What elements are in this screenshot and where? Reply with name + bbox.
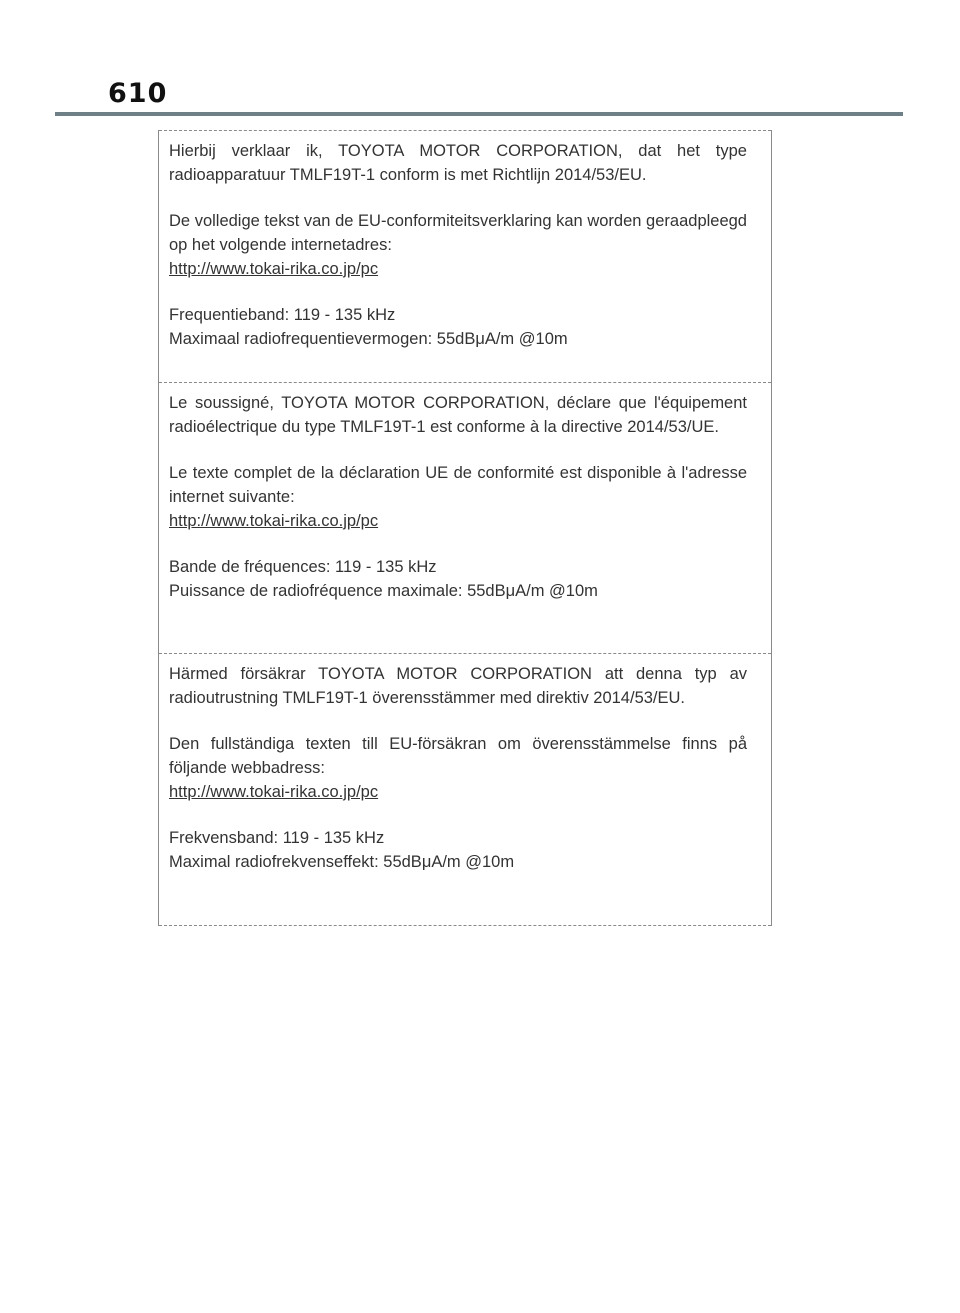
technical-block [169, 826, 747, 874]
section-dutch [159, 130, 771, 382]
frequency-band-text: Frequentieband: 119 - 135 kHz [169, 306, 396, 324]
technical-block [169, 555, 747, 603]
declaration-url-link[interactable]: http://www.tokai-rika.co.jp/pc [169, 260, 379, 278]
technical-block [169, 303, 747, 351]
declaration-text: Härmed försäkrar TOYOTA MOTOR CORPORATION att denna typ av radioutrustning TMLF19T-1 överensstämmer med direktiv 2014/53/EU. [169, 665, 747, 707]
frequency-band-text: Frekvensband: 119 - 135 kHz [169, 829, 385, 847]
declaration-text: Hierbij verklaar ik, TOYOTA MOTOR CORPORATION, dat het type radioapparatuur TMLF19T-1 conform is met Richtlijn 2014/53/EU. [169, 142, 747, 184]
declaration-text: Le soussigné, TOYOTA MOTOR CORPORATION, déclare que l'équipement radioélectrique du type TMLF19T-1 est conforme à la directive 2014/53/UE. [169, 394, 747, 436]
declaration-box [158, 130, 772, 926]
declaration-url-link[interactable]: http://www.tokai-rika.co.jp/pc [169, 783, 379, 801]
availability-block [169, 461, 747, 533]
availability-text: Den fullständiga texten till EU-försäkran om överensstämmelse finns på följande webbadress: [169, 735, 747, 777]
frequency-band-text: Bande de fréquences: 119 - 135 kHz [169, 558, 437, 576]
section-french [159, 382, 771, 653]
availability-block [169, 732, 747, 804]
max-power-text: Puissance de radiofréquence maximale: 55dBμA/m @10m [169, 582, 598, 600]
header-rule [55, 112, 903, 116]
availability-block [169, 209, 747, 281]
declaration-url-link[interactable]: http://www.tokai-rika.co.jp/pc [169, 512, 379, 530]
availability-text: De volledige tekst van de EU-conformiteitsverklaring kan worden geraadpleegd op het volgende internetadres: [169, 212, 747, 254]
section-swedish [159, 653, 771, 926]
availability-text: Le texte complet de la déclaration UE de conformité est disponible à l'adresse internet suivante: [169, 464, 747, 506]
max-power-text: Maximal radiofrekvenseffekt: 55dBμA/m @10m [169, 853, 515, 871]
max-power-text: Maximaal radiofrequentievermogen: 55dBμA/m @10m [169, 330, 568, 348]
page-number: 610 [108, 78, 168, 109]
